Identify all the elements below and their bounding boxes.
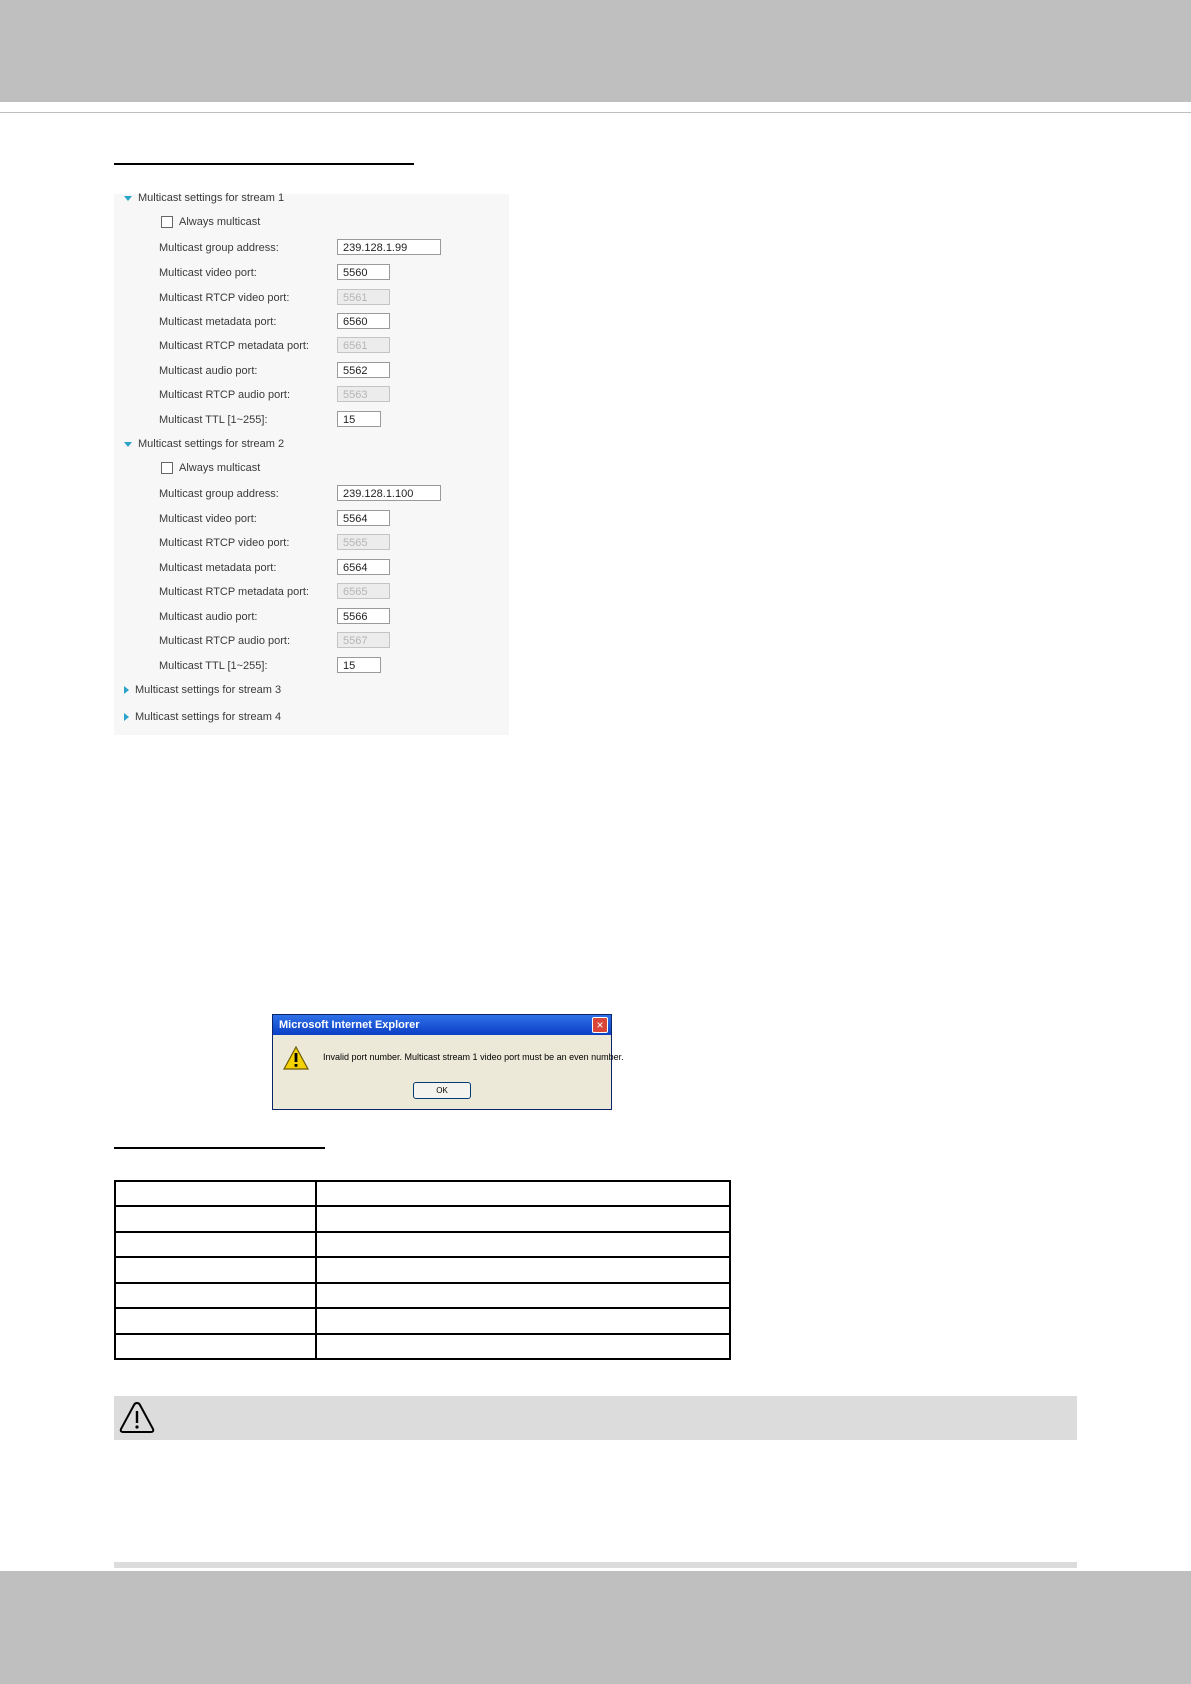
table-row bbox=[115, 1283, 730, 1308]
stream-1-video-port-input[interactable]: 5560 bbox=[337, 264, 390, 280]
always-multicast-checkbox[interactable] bbox=[161, 462, 173, 474]
table-row bbox=[115, 1334, 730, 1359]
chevron-down-icon bbox=[124, 196, 132, 201]
stream-3-header[interactable] bbox=[124, 684, 281, 696]
stream-1-rtcp-video-port-input: 5561 bbox=[337, 289, 390, 305]
empty-table bbox=[114, 1180, 731, 1360]
section-heading-underline bbox=[114, 1147, 325, 1149]
ttl-label: Multicast TTL [1~255]: bbox=[159, 414, 268, 426]
group-address-label: Multicast group address: bbox=[159, 488, 279, 500]
metadata-port-label: Multicast metadata port: bbox=[159, 316, 277, 328]
rtcp-audio-port-label: Multicast RTCP audio port: bbox=[159, 635, 291, 647]
caution-note-bar bbox=[114, 1396, 1077, 1440]
table-row bbox=[115, 1308, 730, 1333]
video-port-label: Multicast video port: bbox=[159, 267, 257, 279]
stream-1-audio-port-input[interactable]: 5562 bbox=[337, 362, 390, 378]
stream-2-audio-port-input[interactable]: 5566 bbox=[337, 608, 390, 624]
table-row bbox=[115, 1181, 730, 1206]
table-row bbox=[115, 1257, 730, 1282]
chevron-down-icon bbox=[124, 442, 132, 447]
table-row bbox=[115, 1232, 730, 1257]
table-row bbox=[115, 1206, 730, 1231]
stream-1-always-multicast[interactable] bbox=[161, 216, 260, 228]
close-icon[interactable]: × bbox=[592, 1017, 608, 1033]
always-multicast-label: Always multicast bbox=[179, 216, 261, 228]
section-heading-underline bbox=[114, 163, 414, 165]
dialog-title: Microsoft Internet Explorer bbox=[273, 1015, 611, 1035]
stream-4-header[interactable] bbox=[124, 711, 281, 723]
stream-1-ttl-input[interactable]: 15 bbox=[337, 411, 381, 427]
stream-4-header-label: Multicast settings for stream 4 bbox=[135, 711, 282, 723]
stream-1-header[interactable] bbox=[124, 192, 284, 204]
stream-2-rtcp-video-port-input: 5565 bbox=[337, 534, 390, 550]
video-port-label: Multicast video port: bbox=[159, 513, 257, 525]
stream-2-always-multicast[interactable] bbox=[161, 462, 260, 474]
stream-2-video-port-input[interactable]: 5564 bbox=[337, 510, 390, 526]
warning-icon bbox=[283, 1046, 309, 1070]
always-multicast-checkbox[interactable] bbox=[161, 216, 173, 228]
rtcp-video-port-label: Multicast RTCP video port: bbox=[159, 537, 290, 549]
footer-rule bbox=[114, 1562, 1077, 1568]
stream-2-header-label: Multicast settings for stream 2 bbox=[138, 438, 285, 450]
stream-2-ttl-input[interactable]: 15 bbox=[337, 657, 381, 673]
ie-alert-dialog bbox=[272, 1014, 624, 1110]
stream-2-group-address-input[interactable]: 239.128.1.100 bbox=[337, 485, 441, 501]
ok-button[interactable]: OK bbox=[413, 1082, 471, 1099]
group-address-label: Multicast group address: bbox=[159, 242, 279, 254]
header-rule bbox=[0, 112, 1191, 113]
audio-port-label: Multicast audio port: bbox=[159, 365, 258, 377]
audio-port-label: Multicast audio port: bbox=[159, 611, 258, 623]
chevron-right-icon bbox=[124, 686, 129, 694]
stream-3-header-label: Multicast settings for stream 3 bbox=[135, 684, 282, 696]
caution-icon bbox=[118, 1400, 156, 1436]
ttl-label: Multicast TTL [1~255]: bbox=[159, 660, 268, 672]
stream-1-metadata-port-input[interactable]: 6560 bbox=[337, 313, 390, 329]
rtcp-video-port-label: Multicast RTCP video port: bbox=[159, 292, 290, 304]
rtcp-audio-port-label: Multicast RTCP audio port: bbox=[159, 389, 291, 401]
stream-1-rtcp-audio-port-input: 5563 bbox=[337, 386, 390, 402]
stream-1-rtcp-metadata-port-input: 6561 bbox=[337, 337, 390, 353]
metadata-port-label: Multicast metadata port: bbox=[159, 562, 277, 574]
stream-1-group-address-input[interactable]: 239.128.1.99 bbox=[337, 239, 441, 255]
stream-1-header-label: Multicast settings for stream 1 bbox=[138, 192, 285, 204]
footer-band bbox=[0, 1571, 1191, 1684]
rtcp-metadata-port-label: Multicast RTCP metadata port: bbox=[159, 340, 309, 352]
always-multicast-label: Always multicast bbox=[179, 462, 261, 474]
rtcp-metadata-port-label: Multicast RTCP metadata port: bbox=[159, 586, 309, 598]
stream-2-metadata-port-input[interactable]: 6564 bbox=[337, 559, 390, 575]
stream-2-rtcp-metadata-port-input: 6565 bbox=[337, 583, 390, 599]
dialog-message: Invalid port number. Multicast stream 1 video port must be an even number. bbox=[323, 1052, 624, 1062]
stream-2-rtcp-audio-port-input: 5567 bbox=[337, 632, 390, 648]
multicast-settings-panel bbox=[114, 194, 509, 735]
stream-2-header[interactable] bbox=[124, 438, 284, 450]
chevron-right-icon bbox=[124, 713, 129, 721]
header-band bbox=[0, 0, 1191, 102]
